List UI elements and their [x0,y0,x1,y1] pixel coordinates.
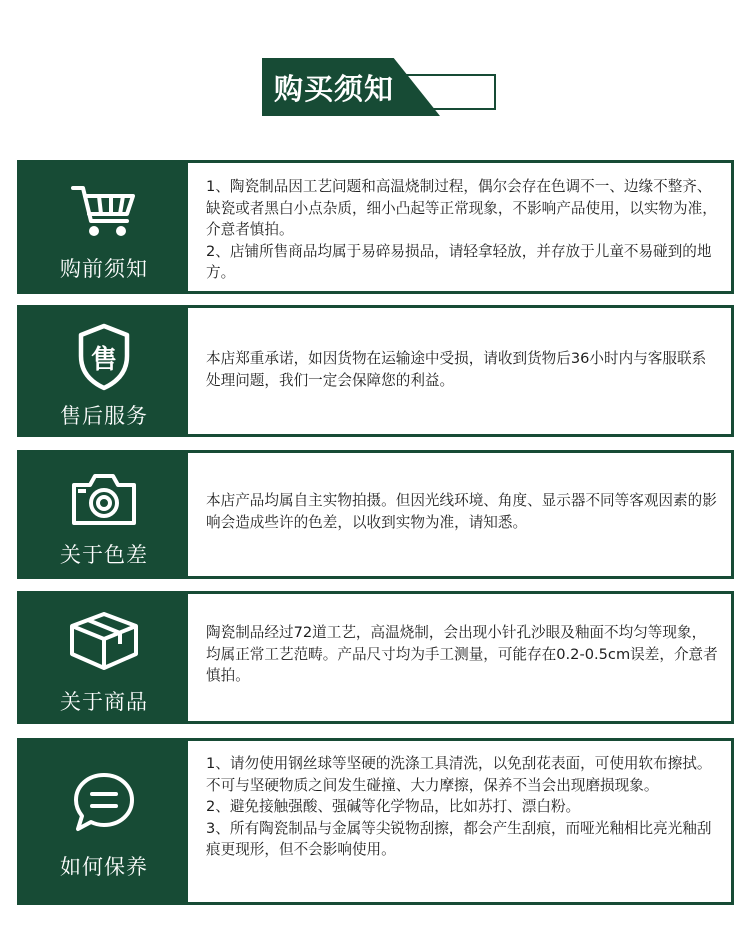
section-body [206,490,719,533]
body-paragraph: 陶瓷制品经过72道工艺，高温烧制，会出现小针孔沙眼及釉面不均匀等现象，均属正常工艺范畴。产品尺寸均为手工测量，可能存在0.2-0.5cm误差，介意者慎拍。 [206,624,718,684]
shield-icon [76,322,132,396]
section-about-product [17,591,734,724]
section-label: 关于商品 [60,690,148,714]
package-box-icon [66,608,142,678]
camera-icon [68,471,140,533]
section-sidebar [20,594,188,721]
section-body [206,753,719,861]
section-sidebar [20,453,188,576]
chat-bubble-icon [70,769,138,839]
body-paragraph: 3、所有陶瓷制品与金属等尖锐物刮擦，都会产生刮痕，而哑光釉相比亮光釉刮痕更现形，但不会影响使用。 [206,819,712,858]
section-color-difference [17,450,734,579]
page-title: 购买须知 [274,72,395,106]
section-body [206,176,719,284]
section-label: 购前须知 [60,257,148,281]
section-maintenance [17,738,734,905]
section-before-purchase [17,160,734,294]
section-after-sales [17,305,734,437]
body-paragraph: 2、避免接触强酸、强碱等化学物品，比如苏打、漂白粉。 [206,798,581,815]
section-sidebar [20,741,188,902]
body-paragraph: 2、店铺所售商品均属于易碎易损品，请轻拿轻放，并存放于儿童不易碰到的地方。 [206,242,712,281]
body-paragraph: 本店产品均属自主实物拍摄。但因光线环境、角度、显示器不同等客观因素的影响会造成些许的色差，以收到实物为准，请知悉。 [206,492,717,531]
section-label: 售后服务 [60,404,148,428]
section-label: 如何保养 [60,855,148,879]
section-body [206,622,719,687]
section-sidebar [20,308,188,434]
shopping-cart-icon [69,183,139,243]
page-title-banner [262,58,496,116]
body-paragraph: 1、陶瓷制品因工艺问题和高温烧制过程，偶尔会存在色调不一、边缘不整齐、缺瓷或者黑白小点杂质，细小凸起等正常现象，不影响产品使用，以实物为准，介意者慎拍。 [206,178,717,238]
svg-text:售: 售 [90,345,118,375]
body-paragraph: 1、请勿使用钢丝球等坚硬的洗涤工具清洗，以免刮花表面，可使用软布擦拭。不可与坚硬物质之间发生碰撞、大力摩擦，保养不当会出现磨损现象。 [206,755,712,794]
section-sidebar [20,163,188,291]
section-label: 关于色差 [60,543,148,567]
body-paragraph: 本店郑重承诺，如因货物在运输途中受损，请收到货物后36小时内与客服联系处理问题，我们一定会保障您的利益。 [206,350,707,389]
section-body [206,348,719,391]
